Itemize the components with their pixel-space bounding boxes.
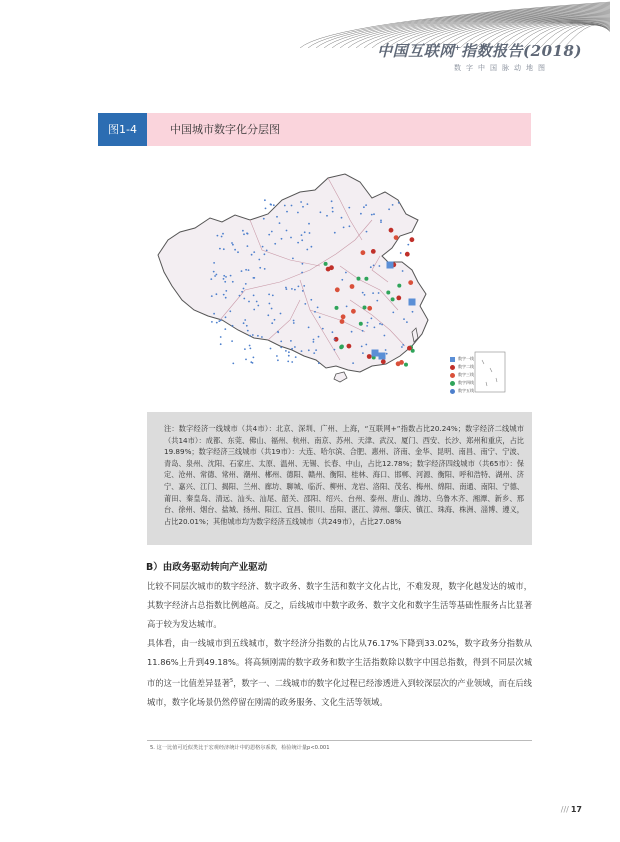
city-marker bbox=[341, 217, 343, 219]
city-marker bbox=[407, 244, 409, 246]
city-marker bbox=[301, 350, 303, 352]
city-marker bbox=[366, 231, 368, 233]
city-marker bbox=[314, 311, 316, 313]
city-marker bbox=[317, 307, 319, 309]
city-marker bbox=[402, 270, 404, 272]
city-marker bbox=[230, 275, 232, 277]
map-legend bbox=[450, 355, 498, 395]
city-marker bbox=[348, 207, 350, 209]
city-marker bbox=[371, 318, 373, 320]
city-marker bbox=[249, 335, 251, 337]
city-marker bbox=[399, 360, 404, 365]
hainan-island bbox=[334, 372, 347, 382]
city-marker bbox=[408, 280, 413, 285]
report-title-plus: + bbox=[454, 43, 462, 52]
city-marker bbox=[264, 268, 266, 270]
city-marker bbox=[373, 265, 375, 267]
city-marker bbox=[268, 234, 270, 236]
figure-number: 图1-4 bbox=[98, 113, 147, 146]
city-marker bbox=[347, 344, 352, 349]
footnote-text: 5. 这一比值可近似类比于宏观经济统计中的恩格尔系数，检验统计量p<0.001 bbox=[150, 745, 330, 751]
city-marker bbox=[385, 349, 387, 351]
city-marker bbox=[280, 341, 282, 343]
city-marker bbox=[297, 212, 299, 214]
city-marker bbox=[214, 275, 216, 277]
city-marker bbox=[251, 254, 253, 256]
city-marker bbox=[294, 289, 296, 291]
city-marker bbox=[400, 252, 402, 254]
city-marker bbox=[276, 355, 278, 357]
city-marker bbox=[261, 336, 263, 338]
city-marker bbox=[365, 344, 367, 346]
city-marker bbox=[301, 272, 303, 274]
city-marker bbox=[374, 327, 376, 329]
city-marker bbox=[332, 207, 334, 209]
city-marker bbox=[213, 313, 215, 315]
report-title-rest: 指数报告(2018) bbox=[461, 42, 582, 60]
city-marker bbox=[229, 310, 231, 312]
city-marker bbox=[370, 266, 372, 268]
city-marker bbox=[242, 230, 244, 232]
city-marker bbox=[288, 351, 290, 353]
legend-item bbox=[450, 379, 498, 387]
city-marker bbox=[266, 250, 268, 252]
city-marker bbox=[280, 347, 282, 349]
city-marker bbox=[281, 238, 283, 240]
city-marker bbox=[276, 216, 278, 218]
city-marker bbox=[295, 356, 297, 358]
city-marker bbox=[345, 272, 347, 274]
city-marker bbox=[268, 294, 270, 296]
city-marker bbox=[225, 316, 227, 318]
city-marker bbox=[302, 290, 304, 292]
legend-label: 数字三线 bbox=[458, 372, 474, 377]
legend-marker bbox=[450, 389, 455, 394]
china-border bbox=[158, 174, 428, 372]
legend-item bbox=[450, 387, 498, 395]
city-marker bbox=[322, 328, 324, 330]
city-marker bbox=[245, 269, 247, 271]
city-marker bbox=[320, 211, 322, 213]
city-marker bbox=[386, 291, 390, 295]
city-marker bbox=[410, 237, 415, 242]
city-marker bbox=[285, 287, 287, 289]
city-marker bbox=[294, 346, 296, 348]
city-marker bbox=[301, 239, 303, 241]
city-marker bbox=[335, 306, 339, 310]
city-marker bbox=[335, 287, 340, 292]
city-marker bbox=[361, 250, 366, 255]
city-marker bbox=[340, 319, 345, 324]
legend-item bbox=[450, 355, 498, 363]
city-marker bbox=[232, 244, 234, 246]
city-marker bbox=[331, 200, 333, 202]
city-marker bbox=[376, 300, 378, 302]
tier1-city-marker bbox=[372, 350, 379, 357]
city-marker bbox=[396, 296, 401, 301]
figure-header bbox=[98, 113, 531, 146]
city-marker bbox=[379, 323, 381, 325]
city-marker bbox=[381, 359, 386, 364]
legend-label: 数字四线 bbox=[458, 380, 474, 385]
city-marker bbox=[225, 276, 227, 278]
city-marker bbox=[232, 281, 234, 283]
city-marker bbox=[216, 274, 218, 276]
city-marker bbox=[300, 201, 302, 203]
city-marker bbox=[367, 306, 372, 311]
paragraph-1: 比较不同层次城市的数字经济、数字政务、数字生活和数字文化占比，不难发现，数字化越发达的城市，其数字经济占总指数比例越高。反之，后线城市中数字政务、数字文化和数字生活等基础性服务占比显著高于较为发达城市。 bbox=[147, 581, 532, 629]
city-marker bbox=[253, 357, 255, 359]
city-marker bbox=[366, 325, 368, 327]
city-marker bbox=[286, 230, 288, 232]
city-marker bbox=[256, 301, 258, 303]
city-marker bbox=[350, 284, 355, 289]
city-marker bbox=[406, 321, 408, 323]
city-marker bbox=[263, 218, 265, 220]
city-marker bbox=[231, 242, 233, 244]
city-marker bbox=[225, 290, 227, 292]
city-marker bbox=[402, 344, 404, 346]
city-marker bbox=[362, 352, 364, 354]
city-marker bbox=[303, 285, 305, 287]
city-marker bbox=[277, 359, 279, 361]
city-marker bbox=[243, 288, 245, 290]
city-marker bbox=[270, 348, 272, 350]
city-marker bbox=[319, 316, 321, 318]
legend-label: 数字一线 bbox=[458, 356, 474, 361]
city-marker bbox=[259, 267, 261, 269]
city-marker bbox=[279, 222, 281, 224]
city-marker bbox=[313, 352, 315, 354]
city-marker bbox=[302, 206, 304, 208]
city-marker bbox=[211, 295, 213, 297]
city-marker bbox=[234, 249, 236, 251]
city-marker bbox=[273, 204, 275, 206]
city-marker bbox=[307, 203, 309, 205]
city-marker bbox=[223, 278, 225, 280]
city-marker bbox=[223, 294, 225, 296]
city-marker bbox=[308, 223, 310, 225]
city-marker bbox=[308, 349, 310, 351]
city-marker bbox=[391, 297, 395, 301]
city-marker bbox=[220, 343, 222, 345]
legend-marker bbox=[450, 381, 455, 386]
city-marker bbox=[313, 341, 315, 343]
city-marker bbox=[253, 277, 255, 279]
city-marker bbox=[217, 235, 219, 237]
city-marker bbox=[346, 306, 348, 308]
legend-label: 数字二线 bbox=[458, 364, 474, 369]
city-marker bbox=[274, 319, 276, 321]
city-marker bbox=[309, 232, 311, 234]
city-marker bbox=[392, 204, 394, 206]
city-marker bbox=[310, 299, 312, 301]
city-marker bbox=[245, 283, 247, 285]
city-marker bbox=[334, 339, 336, 341]
city-marker bbox=[216, 293, 218, 295]
city-marker bbox=[291, 348, 293, 350]
city-marker bbox=[304, 303, 306, 305]
city-marker bbox=[389, 228, 394, 233]
city-marker bbox=[232, 325, 234, 327]
city-marker bbox=[241, 270, 243, 272]
city-marker bbox=[241, 291, 243, 293]
city-marker bbox=[287, 361, 289, 363]
city-marker bbox=[291, 361, 293, 363]
city-marker bbox=[380, 221, 382, 223]
city-marker bbox=[292, 258, 294, 260]
city-marker bbox=[221, 236, 223, 238]
city-marker bbox=[243, 233, 245, 235]
city-marker bbox=[297, 242, 299, 244]
city-marker bbox=[269, 303, 271, 305]
city-marker bbox=[381, 324, 383, 326]
city-marker bbox=[404, 363, 408, 367]
city-marker bbox=[244, 348, 246, 350]
figure-note-text: 注：数字经济一线城市（共4市）：北京、深圳、广州、上海，“互联网+”指数占比20.24%；数字经济二线城市（共14市）：成都、东莞、佛山、福州、杭州、南京、苏州、天津、武汉、厦门、西安、长沙、郑州和重庆，占比19.89%；数字经济三线城市（共19市）：大连、哈尔滨、合肥、惠州、济南、金华、昆明、南昌、南宁、宁波、青岛、泉州、沈阳、石家庄、太原、温州、无锡、长春、中山，占比12.78%；数字经济四线城市（共65市）：保定、沧州、常德、常州、潮州、郴州、德阳、赣州、衡阳、桂林、海口、邯郸、河源、衡阳、呼和浩特、湖州、济宁、嘉兴、江门、揭阳、兰州、廊坊、聊城、临沂、柳州、龙岩、洛阳、茂名、梅州、绵阳、南通、南阳、宁德、莆田、秦皇岛、清远、汕头、汕尾、韶关、邵阳、绍兴、台州、泰州、唐山、潍坊、乌鲁木齐、湘潭、新乡、邢台、徐州、烟台、盐城、扬州、阳江、宜昌、银川、岳阳、湛江、漳州、肇庆、镇江、珠海、株洲、淄博、遵义，占比20.01%；其他城市均为数字经济五线城市（共249市），占比27.08% bbox=[164, 424, 524, 526]
city-marker bbox=[264, 253, 266, 255]
section-heading: B）由政务驱动转向产业驱动 bbox=[146, 562, 268, 573]
city-marker bbox=[364, 277, 368, 281]
city-marker bbox=[394, 235, 399, 240]
city-marker bbox=[286, 211, 288, 213]
city-marker bbox=[213, 262, 215, 264]
city-marker bbox=[412, 311, 414, 313]
city-marker bbox=[388, 208, 390, 210]
city-marker bbox=[301, 234, 303, 236]
city-marker bbox=[220, 319, 222, 321]
tier1-city-marker bbox=[409, 299, 416, 306]
city-marker bbox=[243, 298, 245, 300]
city-marker bbox=[351, 309, 356, 314]
city-marker bbox=[407, 346, 412, 351]
city-marker bbox=[311, 246, 313, 248]
city-marker bbox=[253, 295, 255, 297]
city-marker bbox=[380, 220, 382, 222]
tier1-city-marker bbox=[379, 353, 386, 360]
city-marker bbox=[210, 278, 212, 280]
city-marker bbox=[365, 204, 367, 206]
city-marker bbox=[364, 294, 366, 296]
city-marker bbox=[272, 295, 274, 297]
city-marker bbox=[253, 309, 255, 311]
city-marker bbox=[398, 202, 400, 204]
city-marker bbox=[223, 248, 225, 250]
city-marker bbox=[341, 314, 346, 319]
city-marker bbox=[313, 339, 315, 341]
report-title bbox=[377, 40, 582, 61]
city-marker bbox=[224, 281, 226, 283]
city-marker bbox=[211, 321, 213, 323]
city-marker bbox=[257, 335, 259, 337]
city-marker bbox=[290, 340, 292, 342]
city-marker bbox=[363, 306, 367, 310]
figure-note-box bbox=[147, 412, 532, 545]
city-marker bbox=[334, 232, 336, 234]
city-marker bbox=[403, 318, 405, 320]
city-marker bbox=[285, 350, 287, 352]
city-marker bbox=[265, 208, 267, 210]
city-marker bbox=[361, 346, 363, 348]
report-title-main: 中国互联网 bbox=[377, 42, 455, 60]
city-marker bbox=[274, 243, 276, 245]
city-marker bbox=[324, 262, 328, 266]
city-marker bbox=[239, 295, 241, 297]
city-marker bbox=[247, 245, 249, 247]
city-marker bbox=[213, 271, 215, 273]
legend-marker bbox=[450, 365, 455, 370]
city-marker bbox=[257, 305, 259, 307]
city-marker bbox=[357, 277, 361, 281]
city-marker bbox=[362, 292, 364, 294]
city-marker bbox=[293, 320, 295, 322]
city-marker bbox=[326, 215, 328, 217]
city-marker bbox=[223, 275, 225, 277]
city-marker bbox=[247, 330, 249, 332]
body-text bbox=[147, 577, 532, 712]
footnote-ref[interactable]: 5 bbox=[230, 678, 234, 684]
city-marker bbox=[373, 213, 375, 215]
city-marker bbox=[247, 233, 249, 235]
city-marker bbox=[290, 237, 292, 239]
tier1-city-marker bbox=[387, 262, 394, 269]
city-marker bbox=[379, 265, 381, 267]
city-marker bbox=[249, 345, 251, 347]
city-marker bbox=[220, 336, 222, 338]
city-marker bbox=[264, 199, 266, 201]
legend-item bbox=[450, 363, 498, 371]
city-marker bbox=[224, 328, 226, 330]
city-marker bbox=[363, 206, 365, 208]
city-marker bbox=[245, 359, 247, 361]
city-marker bbox=[216, 322, 218, 324]
city-marker bbox=[367, 322, 369, 324]
city-marker bbox=[277, 331, 279, 333]
city-marker bbox=[332, 211, 334, 213]
city-marker bbox=[332, 331, 334, 333]
city-marker bbox=[405, 252, 410, 257]
city-marker bbox=[298, 286, 300, 288]
city-marker bbox=[392, 312, 394, 314]
city-marker bbox=[359, 322, 363, 326]
city-marker bbox=[315, 349, 317, 351]
china-outline bbox=[158, 174, 428, 382]
city-marker bbox=[219, 248, 221, 250]
city-marker bbox=[343, 227, 345, 229]
city-marker bbox=[318, 336, 320, 338]
city-marker bbox=[246, 325, 248, 327]
legend-label: 数字五线 bbox=[458, 388, 474, 393]
city-marker bbox=[302, 263, 304, 265]
city-marker bbox=[293, 322, 295, 324]
footnote-divider bbox=[147, 740, 532, 741]
report-subtitle: 数字中国脉动地图 bbox=[454, 64, 550, 72]
city-marker bbox=[360, 213, 362, 215]
city-marker bbox=[250, 348, 252, 350]
city-marker bbox=[329, 265, 334, 270]
city-marker bbox=[243, 322, 245, 324]
paragraph-2a: 具体看，由一线城市到五线城市，数字经济分指数的占比从76.17%下降到33.02%，数字政务分指数从11.86%上升到49.18%。将高频刚需的数字政务和数字生活指数除以数字中国总指数，得到不同层次城市的这一比值差异显著 bbox=[147, 638, 532, 688]
page-number-slashes: /// bbox=[560, 805, 569, 814]
city-marker bbox=[270, 204, 272, 206]
city-marker bbox=[252, 362, 254, 364]
city-marker bbox=[371, 249, 376, 254]
legend-item bbox=[450, 371, 498, 379]
city-marker bbox=[384, 335, 386, 337]
page-number bbox=[561, 805, 582, 814]
city-marker bbox=[352, 362, 354, 364]
city-marker bbox=[288, 355, 290, 357]
city-marker bbox=[291, 205, 293, 207]
city-marker bbox=[308, 327, 310, 329]
city-marker bbox=[351, 331, 353, 333]
city-marker bbox=[367, 354, 372, 359]
city-marker bbox=[262, 246, 264, 248]
city-marker bbox=[271, 231, 273, 233]
legend-marker bbox=[450, 373, 455, 378]
city-marker bbox=[378, 292, 380, 294]
city-marker bbox=[386, 353, 388, 355]
city-marker bbox=[248, 301, 250, 303]
city-marker bbox=[258, 259, 260, 261]
city-marker bbox=[252, 334, 254, 336]
city-marker bbox=[286, 288, 288, 290]
city-marker bbox=[362, 330, 364, 332]
city-marker bbox=[225, 297, 227, 299]
city-marker bbox=[280, 313, 282, 315]
city-marker bbox=[371, 214, 373, 216]
city-marker bbox=[271, 308, 273, 310]
city-marker bbox=[253, 251, 255, 253]
paragraph-2b: ，数字一、二线城市的数字化过程已经渗透进入到较深层次的产业领域，而在后线城市，数字化场景仍然停留在刚需的政务服务、文化生活等领域。 bbox=[147, 677, 532, 707]
city-marker bbox=[244, 319, 246, 321]
legend-marker bbox=[450, 357, 455, 362]
city-marker bbox=[334, 349, 336, 351]
city-marker bbox=[306, 249, 308, 251]
city-marker bbox=[248, 269, 250, 271]
city-marker bbox=[237, 251, 239, 253]
figure-title: 中国城市数字化分层图 bbox=[170, 123, 280, 136]
city-marker bbox=[318, 362, 320, 364]
city-marker bbox=[222, 233, 224, 235]
page-number-value: 17 bbox=[570, 805, 582, 814]
city-marker bbox=[349, 225, 351, 227]
city-marker bbox=[341, 279, 343, 281]
city-marker bbox=[372, 292, 374, 294]
city-marker bbox=[397, 284, 401, 288]
city-marker bbox=[291, 288, 293, 290]
city-marker bbox=[304, 231, 306, 233]
city-marker bbox=[267, 314, 269, 316]
city-marker bbox=[231, 340, 233, 342]
city-marker bbox=[401, 346, 403, 348]
city-marker bbox=[284, 205, 286, 207]
city-marker bbox=[232, 363, 234, 365]
city-marker bbox=[339, 345, 343, 349]
city-marker bbox=[271, 322, 273, 324]
